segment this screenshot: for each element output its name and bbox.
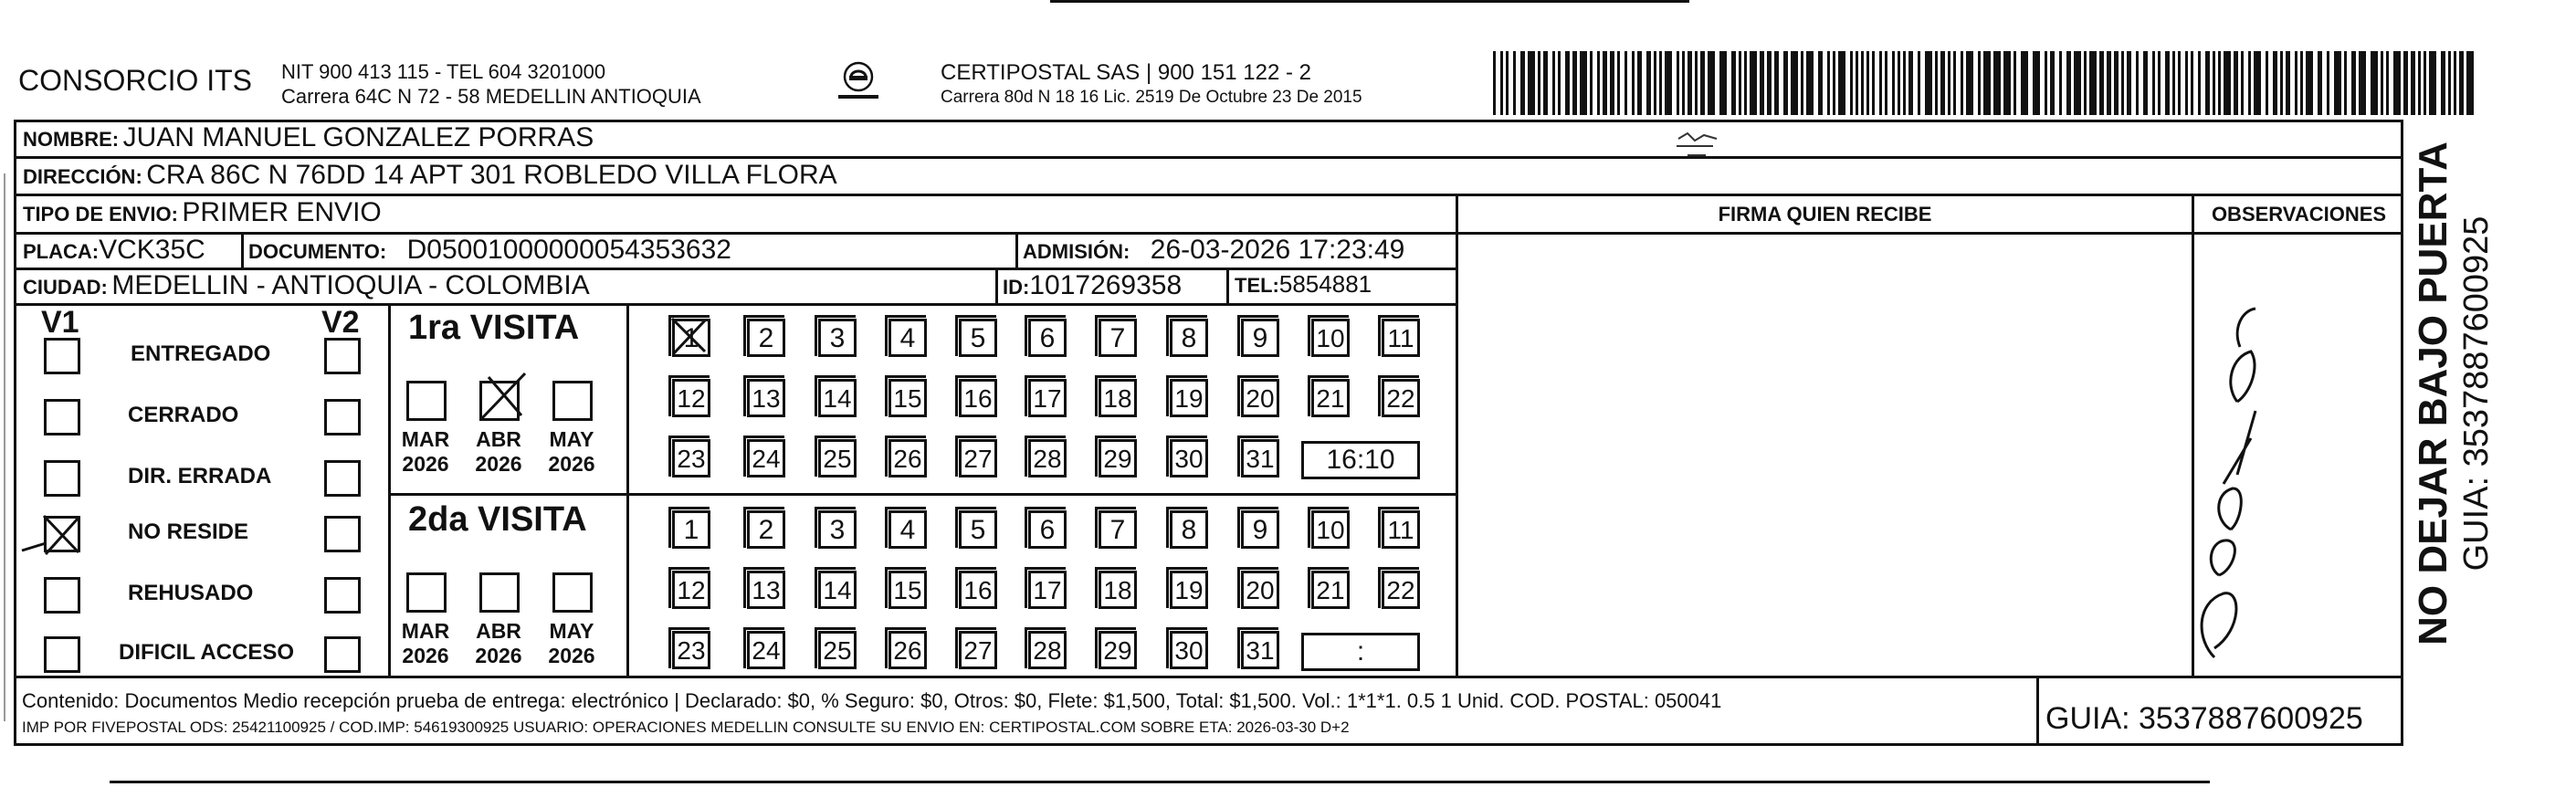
rule: [14, 194, 2403, 196]
nombre-row: [23, 122, 594, 153]
barcode-bar: [2165, 51, 2170, 115]
day-box[interactable]: 8: [1170, 319, 1208, 357]
barcode-bar: [2334, 51, 2341, 115]
barcode-bar: [1966, 51, 1973, 115]
barcode-bar: [2003, 51, 2011, 115]
barcode-bar: [2050, 51, 2055, 115]
v1-checkbox[interactable]: [44, 577, 80, 614]
month-checkbox[interactable]: [406, 572, 447, 613]
nombre-label: NOMBRE:: [23, 128, 120, 151]
barcode-bar: [2424, 51, 2426, 115]
day-box[interactable]: 4: [888, 510, 927, 549]
barcode-bar: [2359, 51, 2366, 115]
time-box[interactable]: 16:10: [1301, 441, 1420, 479]
barcode-bar: [1637, 51, 1642, 115]
rule: [1226, 268, 1229, 305]
documento-label: DOCUMENTO:: [248, 240, 387, 263]
barcode-bar: [1892, 51, 1895, 115]
bottom-rule: [110, 781, 2210, 783]
barcode-bar: [2403, 51, 2408, 115]
v1-checkbox[interactable]: [44, 399, 80, 435]
rule: [2036, 676, 2039, 746]
barcode-bar: [2121, 51, 2124, 115]
day-box[interactable]: 27: [959, 631, 997, 669]
barcode-bar: [2280, 51, 2283, 115]
day-box[interactable]: 8: [1170, 510, 1208, 549]
barcode-bar: [2429, 51, 2436, 115]
barcode-bar: [2114, 51, 2119, 115]
barcode-bar: [1856, 51, 1858, 115]
barcode-bar: [2143, 51, 2148, 115]
carrier-line1: CERTIPOSTAL SAS | 900 151 122 - 2: [941, 60, 1311, 85]
ciudad-value: MEDELLIN - ANTIOQUIA - COLOMBIA: [111, 270, 590, 300]
day-box[interactable]: 21: [1311, 571, 1350, 609]
month-checkbox[interactable]: [552, 572, 593, 613]
barcode-bar: [1866, 51, 1869, 115]
barcode-bar: [2300, 51, 2303, 115]
barcode-bar: [1774, 51, 1779, 115]
day-box[interactable]: 9: [1241, 319, 1279, 357]
barcode-bar: [1493, 51, 1496, 115]
barcode-bar: [2441, 51, 2445, 115]
day-box[interactable]: 1: [672, 319, 710, 357]
rule: [388, 303, 391, 677]
signature: [2187, 301, 2260, 666]
barcode-bar: [1731, 51, 1736, 115]
barcode-bar: [2066, 51, 2071, 115]
day-box[interactable]: 16: [959, 571, 997, 609]
barcode-bar: [1739, 51, 1741, 115]
placa-value: VCK35C: [99, 235, 205, 265]
day-box[interactable]: 17: [1028, 571, 1067, 609]
id-value: 1017269358: [1029, 270, 1183, 300]
barcode-bar: [1948, 51, 1950, 115]
rule: [388, 493, 1458, 496]
observaciones-header: OBSERVACIONES: [2211, 203, 2387, 226]
day-box[interactable]: 17: [1028, 379, 1067, 417]
month-label: MAY 2026: [548, 619, 595, 667]
id-field: [1003, 270, 1182, 301]
tel-label: TEL:: [1235, 274, 1279, 297]
barcode-bar: [2059, 51, 2062, 115]
day-box[interactable]: 31: [1241, 631, 1279, 669]
day-box[interactable]: 7: [1099, 510, 1137, 549]
barcode-bar: [1572, 51, 1577, 115]
barcode-bar: [2107, 51, 2111, 115]
v2-checkbox[interactable]: [324, 338, 361, 374]
top-rule: [1050, 0, 1689, 3]
barcode-bar: [1850, 51, 1853, 115]
v2-label: V2: [321, 305, 360, 340]
barcode-bar: [2254, 51, 2261, 115]
day-box[interactable]: 22: [1382, 379, 1420, 417]
rule: [14, 156, 2403, 159]
day-box[interactable]: 23: [672, 631, 710, 669]
barcode-bar: [2248, 51, 2251, 115]
barcode-bar: [1538, 51, 1540, 115]
side-notice: [2403, 120, 2504, 667]
barcode-bar: [2224, 51, 2231, 115]
barcode-bar: [1617, 51, 1620, 115]
day-box[interactable]: 30: [1170, 631, 1208, 669]
visit-title: 2da VISITA: [408, 500, 587, 539]
check-mark-icon: [478, 368, 532, 423]
day-box[interactable]: 2: [747, 319, 785, 357]
rule: [626, 303, 629, 677]
nombre-value: JUAN MANUEL GONZALEZ PORRAS: [122, 122, 594, 152]
day-box[interactable]: 12: [672, 571, 710, 609]
day-box[interactable]: 11: [1382, 319, 1420, 357]
day-box[interactable]: 27: [959, 439, 997, 477]
barcode-bar: [1708, 51, 1715, 115]
barcode-bar: [1750, 51, 1757, 115]
barcode-bar: [2318, 51, 2322, 115]
day-box[interactable]: 14: [818, 379, 857, 417]
month-label: ABR 2026: [475, 619, 522, 667]
placa-field: [23, 235, 205, 266]
v2-checkbox[interactable]: [324, 460, 361, 497]
day-box[interactable]: 5: [959, 510, 997, 549]
day-box[interactable]: 3: [818, 319, 857, 357]
barcode-bar: [1935, 51, 1938, 115]
barcode-bar: [1744, 51, 1747, 115]
barcode-bar: [2381, 51, 2383, 115]
barcode-bar: [1654, 51, 1656, 115]
barcode-bar: [1558, 51, 1561, 115]
barcode-bar: [2013, 51, 2016, 115]
month-label: MAR 2026: [401, 619, 450, 667]
firma-header: FIRMA QUIEN RECIBE: [1718, 203, 1932, 226]
footer-line2: IMP POR FIVEPOSTAL ODS: 25421100925 / COD.IMP: 54619300925 USUARIO: OPERACIONES MEDELLIN CONSULTE SU ENVIO EN: CERTIPOSTAL.COM SOBRE ETA: 2026-03-30 D+2: [22, 719, 1350, 736]
no-dejar-text: NO DEJAR BAJO PUERTA: [2411, 142, 2455, 645]
day-box[interactable]: 12: [672, 379, 710, 417]
barcode-bar: [1953, 51, 1956, 115]
barcode-bar: [2273, 51, 2277, 115]
barcode-bar: [2234, 51, 2238, 115]
barcode-bar: [1872, 51, 1875, 115]
barcode-bar: [1520, 51, 1525, 115]
barcode-bar: [1903, 51, 1906, 115]
barcode-bar: [2021, 51, 2028, 115]
barcode-bar: [1610, 51, 1614, 115]
barcode-bar: [2205, 51, 2210, 115]
barcode-bar: [2218, 51, 2221, 115]
v1-checkbox[interactable]: [44, 636, 80, 673]
barcode-bar: [2045, 51, 2047, 115]
barcode-bar: [1818, 51, 1823, 115]
day-box[interactable]: 21: [1311, 379, 1350, 417]
v1-label: V1: [41, 305, 79, 340]
day-box[interactable]: 13: [747, 379, 785, 417]
tel-value: 5854881: [1278, 270, 1372, 298]
visit-title: 1ra VISITA: [408, 309, 580, 347]
day-box[interactable]: 18: [1099, 571, 1137, 609]
barcode-bar: [2191, 51, 2193, 115]
barcode-bar: [2418, 51, 2421, 115]
direccion-label: DIRECCIÓN:: [23, 165, 142, 188]
barcode-bar: [2158, 51, 2161, 115]
barcode-bar: [1665, 51, 1672, 115]
barcode-bar: [1993, 51, 2001, 115]
documento-field: [248, 235, 731, 266]
v2-checkbox[interactable]: [324, 399, 361, 435]
barcode-bar: [1791, 51, 1798, 115]
company-line1: NIT 900 413 115 - TEL 604 3201000: [281, 60, 606, 83]
day-box[interactable]: 18: [1099, 379, 1137, 417]
day-box[interactable]: 7: [1099, 319, 1137, 357]
status-option-label: DIR. ERRADA: [128, 464, 272, 488]
v2-checkbox[interactable]: [324, 516, 361, 552]
v2-checkbox[interactable]: [324, 577, 361, 614]
company-line2: Carrera 64C N 72 - 58 MEDELLIN ANTIOQUIA: [281, 85, 701, 108]
direccion-row: [23, 160, 837, 191]
barcode-bar: [1624, 51, 1627, 115]
barcode-bar: [2411, 51, 2415, 115]
barcode-bar: [2198, 51, 2201, 115]
month-label: ABR 2026: [475, 427, 522, 476]
tipo-row: [23, 197, 382, 228]
barcode-bar: [1659, 51, 1662, 115]
day-box[interactable]: 24: [747, 631, 785, 669]
admision-value: 26-03-2026 17:23:49: [1150, 235, 1405, 265]
barcode-bar: [1918, 51, 1920, 115]
barcode-bar: [1983, 51, 1991, 115]
id-label: ID:: [1003, 276, 1030, 299]
day-box[interactable]: 23: [672, 439, 710, 477]
barcode-bar: [1590, 51, 1593, 115]
barcode-bar: [2241, 51, 2244, 115]
day-box[interactable]: 31: [1241, 439, 1279, 477]
rule: [1456, 194, 1458, 677]
day-box[interactable]: 2: [747, 510, 785, 549]
check-mark-icon: [18, 507, 82, 561]
barcode-bar: [1682, 51, 1685, 115]
barcode-bar: [1543, 51, 1548, 115]
barcode-bar: [1978, 51, 1981, 115]
barcode-bar: [1801, 51, 1803, 115]
barcode-bar: [1833, 51, 1835, 115]
admision-field: [1023, 235, 1404, 266]
barcode-bar: [1760, 51, 1764, 115]
certipostal-logo-icon: [833, 57, 884, 108]
status-option-label: NO RESIDE: [128, 519, 249, 544]
barcode-bar: [1961, 51, 1963, 115]
month-checkbox[interactable]: [552, 381, 593, 421]
day-box[interactable]: 4: [888, 319, 927, 357]
barcode-bar: [2178, 51, 2181, 115]
month-checkbox[interactable]: [406, 381, 447, 421]
day-box[interactable]: 15: [888, 379, 927, 417]
barcode-bar: [1898, 51, 1900, 115]
placa-label: PLACA:: [23, 240, 100, 263]
day-box[interactable]: 10: [1311, 510, 1350, 549]
barcode: [1493, 51, 2479, 115]
day-box[interactable]: 26: [888, 439, 927, 477]
barcode-bar: [2185, 51, 2188, 115]
day-box[interactable]: 25: [818, 631, 857, 669]
day-box[interactable]: 16: [959, 379, 997, 417]
barcode-bar: [2286, 51, 2290, 115]
footer-line1: Contenido: Documentos Medio recepción prueba de entrega: electrónico | Declarado: $0, % Seguro: $0, Otros: $0, Flete: $1,500, Total: $1,500. Vol.: 1*1*1. 0.5 1 Unid. COD. POSTAL: 050041: [22, 689, 1722, 712]
barcode-bar: [1861, 51, 1864, 115]
rule: [241, 232, 244, 269]
barcode-bar: [1806, 51, 1814, 115]
barcode-bar: [1513, 51, 1516, 115]
barcode-bar: [1597, 51, 1600, 115]
status-option-label: ENTREGADO: [131, 341, 271, 366]
day-box[interactable]: 5: [959, 319, 997, 357]
month-label: MAY 2026: [548, 427, 595, 476]
day-box[interactable]: 28: [1028, 439, 1067, 477]
day-box[interactable]: 25: [818, 439, 857, 477]
barcode-bar: [1700, 51, 1705, 115]
ciudad-field: [23, 270, 590, 301]
day-box[interactable]: 19: [1170, 571, 1208, 609]
barcode-bar: [2393, 51, 2401, 115]
day-box[interactable]: 3: [818, 510, 857, 549]
barcode-bar: [1879, 51, 1882, 115]
barcode-bar: [2213, 51, 2215, 115]
stamp-mark: [1671, 128, 1726, 164]
barcode-bar: [1506, 51, 1509, 115]
barcode-bar: [2454, 51, 2456, 115]
rule: [14, 676, 2403, 678]
barcode-bar: [2084, 51, 2087, 115]
barcode-bar: [2152, 51, 2155, 115]
day-box[interactable]: 29: [1099, 631, 1137, 669]
day-box[interactable]: 19: [1170, 379, 1208, 417]
barcode-bar: [1719, 51, 1727, 115]
status-option-label: REHUSADO: [128, 581, 254, 605]
barcode-bar: [2295, 51, 2297, 115]
barcode-bar: [2266, 51, 2268, 115]
day-box[interactable]: 26: [888, 631, 927, 669]
barcode-bar: [1838, 51, 1845, 115]
barcode-bar: [2033, 51, 2040, 115]
barcode-bar: [1677, 51, 1679, 115]
barcode-bar: [2466, 51, 2474, 115]
day-box[interactable]: 13: [747, 571, 785, 609]
barcode-bar: [1632, 51, 1635, 115]
v2-checkbox[interactable]: [324, 636, 361, 673]
day-box[interactable]: 28: [1028, 631, 1067, 669]
barcode-bar: [1688, 51, 1692, 115]
status-option-label: DIFICIL ACCESO: [119, 640, 295, 665]
carrier-line2: Carrera 80d N 18 16 Lic. 2519 De Octubre 23 De 2015: [941, 88, 1362, 107]
barcode-bar: [1783, 51, 1788, 115]
barcode-bar: [2074, 51, 2081, 115]
company-name: CONSORCIO ITS: [18, 64, 253, 97]
direccion-value: CRA 86C N 76DD 14 APT 301 ROBLEDO VILLA FLORA: [146, 160, 837, 190]
day-box[interactable]: 29: [1099, 439, 1137, 477]
barcode-bar: [2099, 51, 2104, 115]
barcode-bar: [2172, 51, 2175, 115]
barcode-bar: [1908, 51, 1913, 115]
barcode-bar: [1500, 51, 1503, 115]
month-label: MAR 2026: [401, 427, 450, 476]
barcode-bar: [1646, 51, 1651, 115]
barcode-bar: [2386, 51, 2389, 115]
v1-checkbox[interactable]: [44, 338, 80, 374]
side-guia-text: GUIA: 3537887600925: [2457, 215, 2496, 572]
day-box[interactable]: 30: [1170, 439, 1208, 477]
rule: [14, 303, 1458, 306]
tipo-value: PRIMER ENVIO: [182, 197, 382, 227]
day-box[interactable]: 22: [1382, 571, 1420, 609]
day-box[interactable]: 20: [1241, 571, 1279, 609]
barcode-bar: [2459, 51, 2464, 115]
left-edge-mark: [4, 173, 5, 721]
v1-checkbox[interactable]: [44, 460, 80, 497]
footer-guia: GUIA: 3537887600925: [2045, 701, 2363, 736]
ciudad-label: CIUDAD:: [23, 276, 108, 299]
barcode-bar: [2351, 51, 2356, 115]
day-box[interactable]: 14: [818, 571, 857, 609]
barcode-bar: [1767, 51, 1772, 115]
barcode-bar: [1528, 51, 1535, 115]
barcode-bar: [2344, 51, 2347, 115]
barcode-bar: [1885, 51, 1887, 115]
day-box[interactable]: 6: [1028, 319, 1067, 357]
day-box[interactable]: 20: [1241, 379, 1279, 417]
time-box[interactable]: :: [1301, 633, 1420, 671]
day-box[interactable]: 9: [1241, 510, 1279, 549]
admision-label: ADMISIÓN:: [1023, 240, 1130, 263]
documento-value: D05001000000054353632: [406, 235, 731, 265]
barcode-bar: [1603, 51, 1607, 115]
day-box[interactable]: 24: [747, 439, 785, 477]
barcode-bar: [1827, 51, 1830, 115]
barcode-bar: [1925, 51, 1932, 115]
barcode-bar: [2371, 51, 2378, 115]
day-box[interactable]: 10: [1311, 319, 1350, 357]
barcode-bar: [2127, 51, 2131, 115]
barcode-bar: [2448, 51, 2451, 115]
check-mark-icon: [668, 315, 710, 357]
barcode-bar: [1580, 51, 1587, 115]
barcode-bar: [2089, 51, 2097, 115]
rule: [1015, 232, 1018, 269]
status-option-label: CERRADO: [128, 403, 239, 427]
tel-field: [1235, 270, 1372, 299]
barcode-bar: [2136, 51, 2139, 115]
day-box[interactable]: 6: [1028, 510, 1067, 549]
barcode-bar: [1940, 51, 1945, 115]
barcode-bar: [2306, 51, 2313, 115]
tipo-label: TIPO DE ENVIO:: [23, 203, 178, 226]
day-box[interactable]: 11: [1382, 510, 1420, 549]
rule: [995, 268, 998, 305]
signature-text: Dnego: [2187, 301, 2190, 302]
day-box[interactable]: 1: [672, 510, 710, 549]
barcode-bar: [1695, 51, 1698, 115]
barcode-bar: [1552, 51, 1555, 115]
month-checkbox[interactable]: [479, 572, 520, 613]
barcode-bar: [2327, 51, 2329, 115]
day-box[interactable]: 15: [888, 571, 927, 609]
barcode-bar: [1565, 51, 1570, 115]
